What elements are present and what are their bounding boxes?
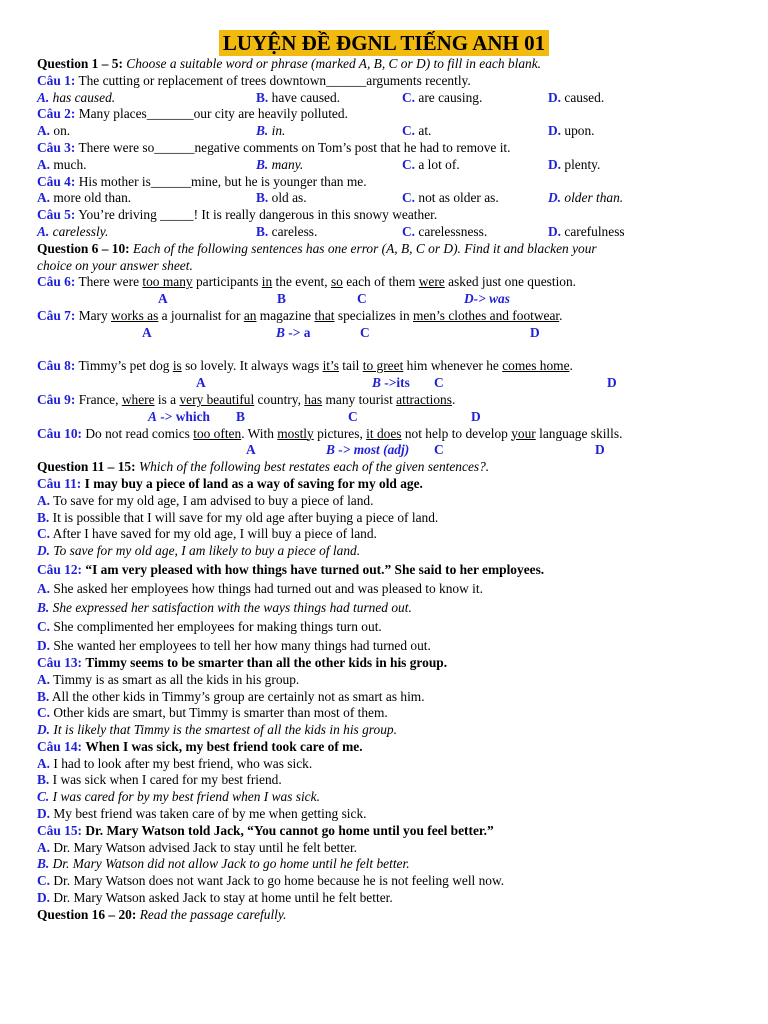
question-12-option-a: A. She asked her employees how things had turned out and was pleased to know it. [37, 580, 483, 596]
question-6-markers: A B C D-> was [158, 291, 510, 307]
question-11-option-b: B. It is possible that I will save for my old age after buying a piece of land. [37, 509, 439, 525]
question-13-option-a: A. Timmy is as smart as all the kids in his group. [37, 671, 300, 687]
question-12-option-c: C. She complimented her employees for making things turn out. [37, 618, 382, 634]
option-d: D. upon. [548, 123, 595, 139]
option-d: D. older than. [548, 190, 624, 206]
option-c: C. a lot of. [402, 156, 460, 172]
question-11-option-c: C. After I have saved for my old age, I will buy a piece of land. [37, 526, 377, 542]
option-b: B. old as. [256, 190, 307, 206]
title-banner [0, 30, 768, 56]
question-11-option-d: D. To save for my old age, I am likely to buy a piece of land. [37, 543, 361, 559]
question-11-stem: Câu 11: I may buy a piece of land as a way of saving for my old age. [37, 475, 423, 491]
section-2-header-cont: choice on your answer sheet. [37, 257, 193, 273]
option-d: D. caused. [548, 89, 605, 105]
question-5-options [37, 224, 737, 241]
question-14-stem: Câu 14: When I was sick, my best friend took care of me. [37, 738, 363, 754]
option-c: C. at. [402, 123, 432, 139]
question-14-option-a: A. I had to look after my best friend, who was sick. [37, 755, 313, 771]
option-a: A. on. [37, 123, 71, 139]
option-d: D. carefulness [548, 223, 625, 239]
question-6-stem: Câu 6: There were too many participants in the event, so each of them were asked just one question. [37, 274, 577, 290]
question-2-stem: Câu 2: Many places_______our city are heavily polluted. [37, 106, 348, 122]
option-c: C. are causing. [402, 89, 483, 105]
question-14-option-d: D. My best friend was taken care of by me when getting sick. [37, 806, 367, 822]
question-13-option-c: C. Other kids are smart, but Timmy is smarter than most of them. [37, 705, 388, 721]
question-4-options [37, 190, 737, 207]
question-1-stem: Câu 1: The cutting or replacement of trees downtown______arguments recently. [37, 72, 471, 88]
option-a: A. much. [37, 156, 87, 172]
option-c: C. carelessness. [402, 223, 488, 239]
question-7-stem: Câu 7: Mary works as a journalist for an magazine that specializes in men’s clothes and footwear. [37, 307, 563, 323]
question-2-options [37, 123, 737, 140]
question-8-markers: A B ->its C D [196, 375, 617, 391]
question-15-option-d: D. Dr. Mary Watson asked Jack to stay at home until he felt better. [37, 890, 393, 906]
option-d: D. plenty. [548, 156, 601, 172]
question-8-stem: Câu 8: Timmy’s pet dog is so lovely. It always wags it’s tail to greet him whenever he comes home. [37, 358, 573, 374]
question-1-options [37, 90, 737, 107]
question-3-options [37, 157, 737, 174]
section-4-header: Question 16 – 20: Read the passage carefully. [37, 906, 287, 922]
question-14-option-c: C. I was cared for by my best friend when I was sick. [37, 789, 320, 805]
question-15-option-b: B. Dr. Mary Watson did not allow Jack to go home until he felt better. [37, 856, 410, 872]
question-7-markers: A B -> a C D [142, 324, 540, 340]
worksheet-body [37, 56, 737, 924]
question-15-stem: Câu 15: Dr. Mary Watson told Jack, “You cannot go home until you feel better.” [37, 822, 494, 838]
question-10-stem: Câu 10: Do not read comics too often. With mostly pictures, it does not help to develop your language skills. [37, 425, 623, 441]
question-12-option-b: B. She expressed her satisfaction with the ways things had turned out. [37, 599, 412, 615]
option-a: A. has caused. [37, 89, 116, 105]
option-b: B. many. [256, 156, 304, 172]
question-13-option-b: B. All the other kids in Timmy’s group are certainly not as smart as him. [37, 688, 425, 704]
question-14-option-b: B. I was sick when I cared for my best friend. [37, 772, 282, 788]
question-13-stem: Câu 13: Timmy seems to be smarter than all the other kids in his group. [37, 654, 448, 670]
question-11-option-a: A. To save for my old age, I am advised to buy a piece of land. [37, 492, 374, 508]
option-b: B. in. [256, 123, 286, 139]
section-1-header: Question 1 – 5: Choose a suitable word or phrase (marked A, B, C or D) to fill in each blank. [37, 56, 542, 71]
question-9-stem: Câu 9: France, where is a very beautiful country, has many tourist attractions. [37, 391, 456, 407]
question-4-stem: Câu 4: His mother is______mine, but he is younger than me. [37, 173, 367, 189]
question-12-stem: Câu 12: “I am very pleased with how things have turned out.” She said to her employees. [37, 561, 545, 577]
question-12-option-d: D. She wanted her employees to tell her how many things had turned out. [37, 637, 431, 653]
page-title: LUYỆN ĐỀ ĐGNL TIẾNG ANH 01 [219, 30, 549, 56]
question-15-option-c: C. Dr. Mary Watson does not want Jack to go home because he is not feeling well now. [37, 873, 505, 889]
option-b: B. have caused. [256, 89, 341, 105]
section-3-header: Question 11 – 15: Which of the following best restates each of the given sentences?. [37, 459, 490, 475]
question-15-option-a: A. Dr. Mary Watson advised Jack to stay until he felt better. [37, 839, 358, 855]
question-3-stem: Câu 3: There were so______negative comments on Tom’s post that he had to remove it. [37, 139, 511, 155]
option-b: B. careless. [256, 223, 318, 239]
question-9-markers: A -> which B C D [148, 408, 481, 424]
option-a: A. carelessly. [37, 223, 109, 239]
question-10-markers: A B -> most (adj) C D [246, 442, 605, 458]
section-2-header: Question 6 – 10: Each of the following sentences has one error (A, B, C or D). Find it and blacken your [37, 240, 597, 256]
option-c: C. not as older as. [402, 190, 499, 206]
question-13-option-d: D. It is likely that Timmy is the smartest of all the kids in his group. [37, 722, 397, 738]
option-a: A. more old than. [37, 190, 132, 206]
question-5-stem: Câu 5: You’re driving _____! It is really dangerous in this snowy weather. [37, 207, 438, 223]
